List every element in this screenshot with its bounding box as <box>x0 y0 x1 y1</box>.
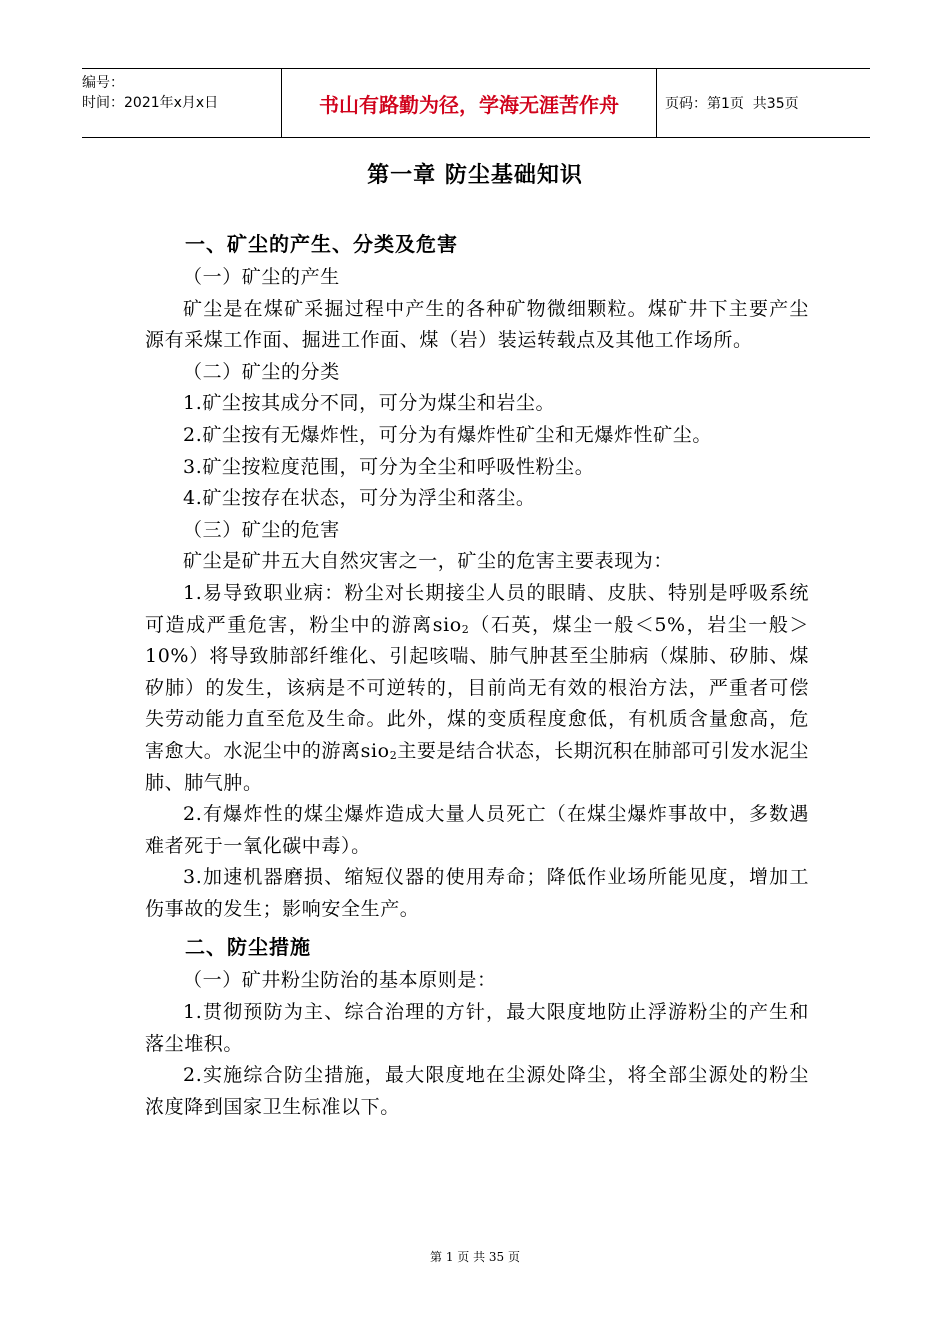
subsection-heading: （一）矿井粉尘防治的基本原则是： <box>183 969 497 992</box>
text-run: 主要是结合状态，长期沉积在肺部可引发水泥尘肺、肺气肿。 <box>145 739 810 794</box>
text-run: 1.易导致职业病：粉尘对长期接尘人员的眼睛、皮肤、特别是呼吸系统可造成严重危害，粉尘中的游离sio <box>145 581 809 636</box>
page-header <box>82 68 870 138</box>
chapter-title: 第一章 防尘基础知识 <box>367 163 583 188</box>
subsection-heading: （一）矿尘的产生 <box>183 266 340 288</box>
subsection-heading: （三）矿尘的危害 <box>183 518 340 541</box>
number-label: 编号： <box>82 75 124 91</box>
page-label: 页码：第1页 共35页 <box>665 96 799 112</box>
time-label: 时间：2021年x月x日 <box>82 95 219 111</box>
subscript: 2 <box>461 622 470 636</box>
list-item: 3.矿尘按粒度范围，可分为全尘和呼吸性粉尘。 <box>183 455 595 478</box>
document-body <box>145 222 809 1123</box>
subscript: 2 <box>389 748 398 762</box>
list-item: 3.加速机器磨损、缩短仪器的使用寿命；降低作业场所能见度，增加工伤事故的发生；影响安全生产。 <box>145 866 809 920</box>
section-heading: 一、矿尘的产生、分类及危害 <box>185 232 458 256</box>
paragraph: 矿尘是在煤矿采掘过程中产生的各种矿物微细颗粒。煤矿井下主要产尘源有采煤工作面、掘进工作面、煤（岩）装运转载点及其他工作场所。 <box>145 297 809 352</box>
text-run: （石英，煤尘一般＜5%，岩尘一般＞10%）将导致肺部纤维化、引起咳喘、肺气肿甚至尘肺病（煤肺、矽肺、煤矽肺）的发生，该病是不可逆转的，目前尚无有效的根治方法，严重者可偿失劳动能力直至危及生命。此外，煤的变质程度愈低，有机质含量愈高，危害愈大。水泥尘中的游离sio <box>145 613 809 762</box>
list-item: 1.矿尘按其成分不同，可分为煤尘和岩尘。 <box>183 392 556 415</box>
page-number: 第 1 页 共 35 页 <box>430 1250 520 1264</box>
list-item <box>145 578 809 799</box>
header-page-info <box>657 69 870 137</box>
header-meta <box>82 69 281 137</box>
list-item: 2.矿尘按有无爆炸性，可分为有爆炸性矿尘和无爆炸性矿尘。 <box>183 423 712 446</box>
list-item: 4.矿尘按存在状态，可分为浮尘和落尘。 <box>183 487 536 510</box>
page-footer <box>0 1248 950 1265</box>
subsection-heading: （二）矿尘的分类 <box>183 360 340 383</box>
paragraph: 矿尘是矿井五大自然灾害之一，矿尘的危害主要表现为： <box>183 550 674 573</box>
list-item: 2.实施综合防尘措施，最大限度地在尘源处降尘，将全部尘源处的粉尘浓度降到国家卫生标准以下。 <box>145 1064 809 1118</box>
list-item: 1.贯彻预防为主、综合治理的方针，最大限度地防止浮游粉尘的产生和落尘堆积。 <box>145 1001 809 1055</box>
section-heading: 二、防尘措施 <box>185 935 311 960</box>
list-item: 2.有爆炸性的煤尘爆炸造成大量人员死亡（在煤尘爆炸事故中，多数遇难者死于一氧化碳中毒）。 <box>145 803 809 857</box>
header-motto: 书山有路勤为径，学海无涯苦作舟 <box>281 69 657 137</box>
